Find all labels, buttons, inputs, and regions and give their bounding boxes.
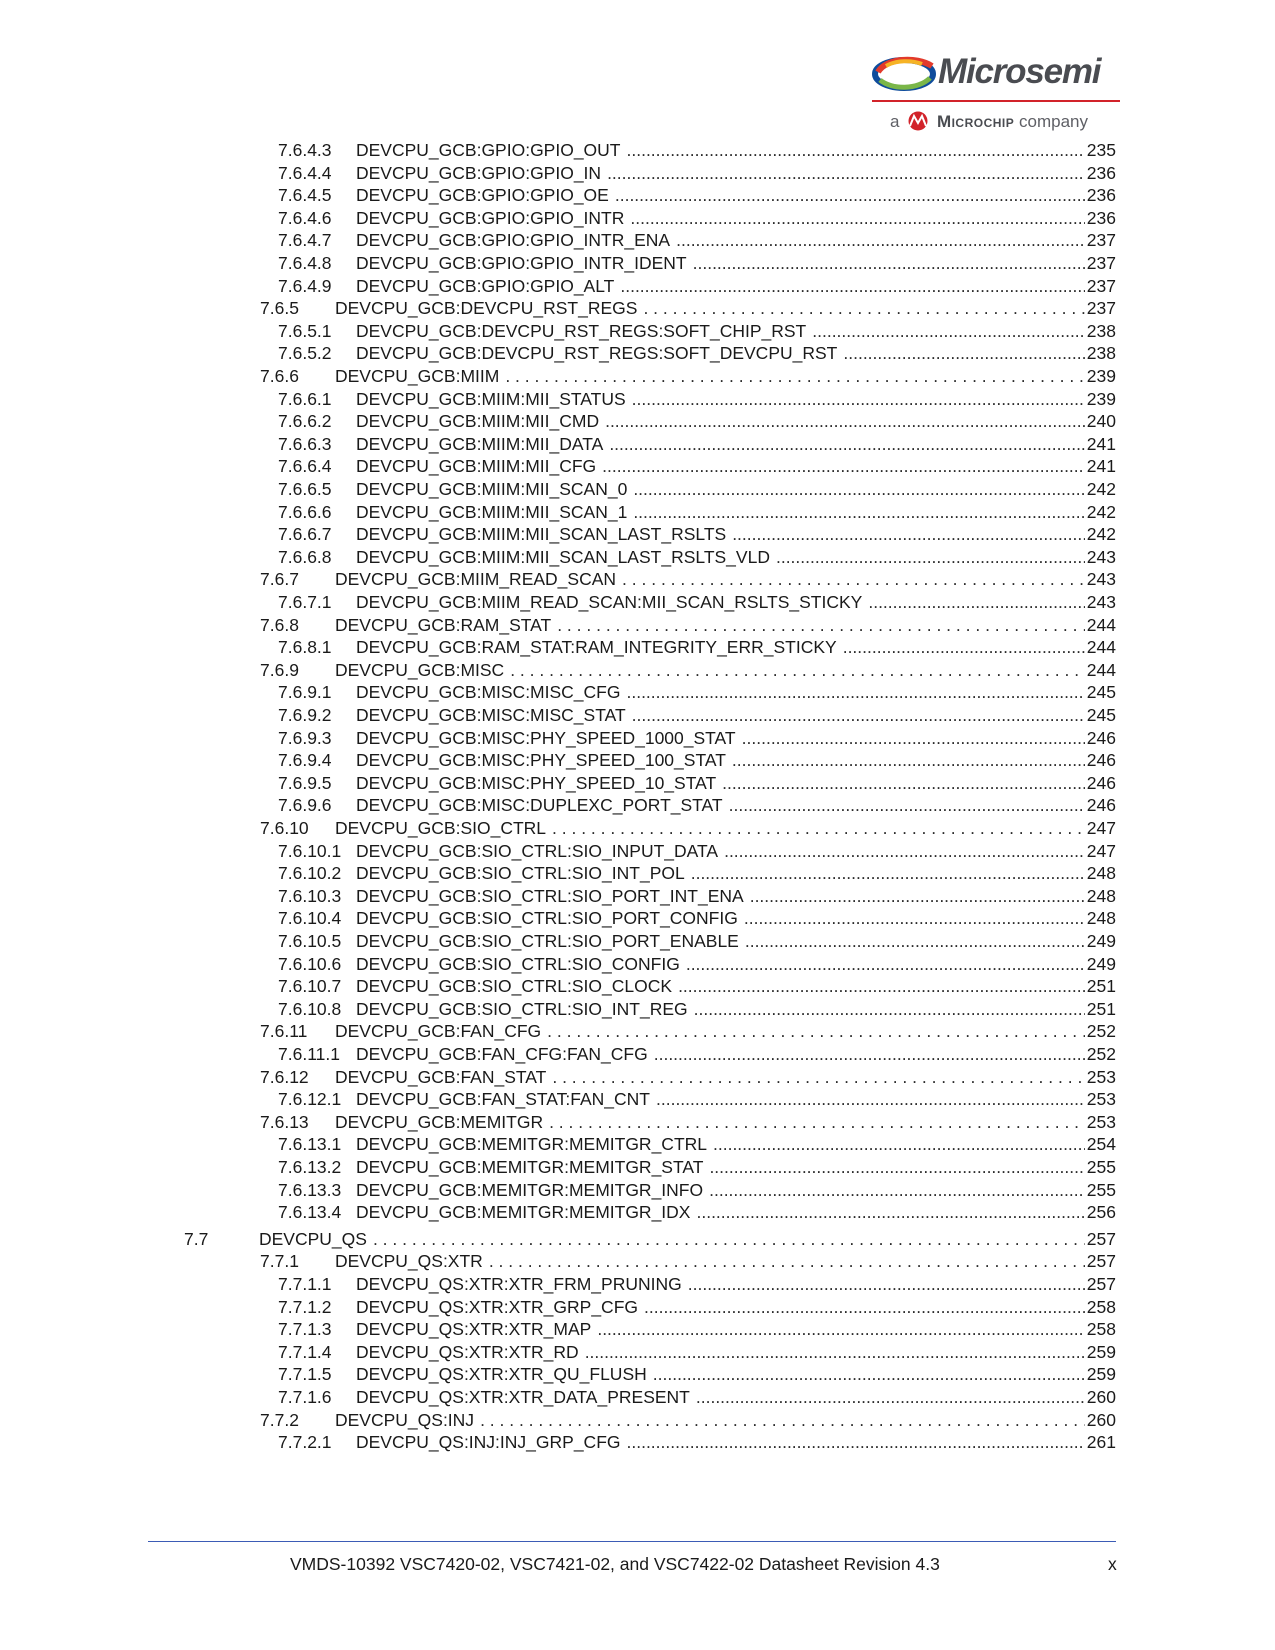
toc-entry-page: 236 [1086, 185, 1116, 206]
toc-entry-title: DEVCPU_GCB:SIO_CTRL:SIO_INT_REG [356, 998, 688, 1019]
toc-entry-number: 7.6.9 [260, 659, 299, 680]
toc-entry-page: 251 [1086, 998, 1116, 1019]
toc-entry-page: 243 [1086, 592, 1116, 612]
toc-entry-page: 238 [1086, 320, 1116, 341]
toc-dot-leader [630, 207, 1084, 229]
toc-entry-title: DEVCPU_GCB:SIO_CTRL:SIO_PORT_ENABLE [356, 931, 739, 951]
toc-dot-leader [843, 636, 1085, 658]
toc-entry-page: 239 [1086, 366, 1116, 386]
toc-entry[interactable] [278, 704, 1116, 726]
toc-entry-number: 7.6.10.3 [278, 885, 342, 906]
tagline-brand: Microchip [936, 112, 1015, 131]
toc-entry[interactable] [278, 184, 1116, 206]
toc-entry[interactable] [260, 614, 1116, 636]
toc-dot-leader [678, 975, 1085, 997]
toc-dot-leader [724, 840, 1085, 862]
toc-entry-number: 7.7.1.6 [278, 1387, 332, 1407]
toc-entry-number: 7.6.13.3 [278, 1179, 342, 1200]
toc-entry[interactable] [278, 1156, 1116, 1178]
toc-entry[interactable] [260, 1111, 1116, 1133]
toc-dot-leader [632, 388, 1085, 410]
toc-entry-title: DEVCPU_GCB:MISC:MISC_STAT [356, 705, 626, 725]
toc-entry-number: 7.6.4.6 [278, 207, 332, 228]
tagline-suffix: company [1019, 112, 1088, 131]
toc-entry[interactable] [278, 1431, 1116, 1453]
toc-dot-leader [633, 501, 1084, 523]
toc-entry[interactable] [278, 681, 1116, 703]
toc-entry-title: DEVCPU_GCB:MIIM:MII_CFG [356, 456, 597, 477]
toc-entry-number: 7.6.13.2 [278, 1157, 342, 1177]
toc-entry-page: 255 [1086, 1179, 1116, 1200]
toc-entry-title: DEVCPU_GCB:MEMITGR:MEMITGR_INFO [356, 1179, 704, 1200]
footer-document-title: VMDS-10392 VSC7420-02, VSC7421-02, and VSC7422-02 Datasheet Revision 4.3 [290, 1554, 940, 1574]
toc-dot-leader [626, 681, 1084, 703]
toc-entry[interactable] [260, 297, 1116, 319]
toc-entry-number: 7.6.6.1 [278, 388, 332, 409]
toc-entry-number: 7.6.12 [260, 1066, 309, 1087]
toc-entry-page: 237 [1086, 230, 1116, 251]
toc-entry-page: 253 [1086, 1066, 1116, 1087]
toc-dot-leader [653, 1363, 1085, 1385]
toc-entry-number: 7.6.10.5 [278, 931, 342, 951]
toc-entry-number: 7.6.10.2 [278, 863, 342, 884]
toc-entry-title: DEVCPU_GCB:MEMITGR:MEMITGR_IDX [356, 1202, 691, 1223]
toc-entry[interactable] [260, 1066, 1116, 1088]
toc-entry-title: DEVCPU_QS:XTR:XTR_FRM_PRUNING [356, 1274, 682, 1294]
toc-entry-page: 258 [1086, 1296, 1116, 1317]
toc-entry-number: 7.6.4.3 [278, 140, 332, 160]
toc-entry-number: 7.6.12.1 [278, 1089, 342, 1110]
toc-entry-page: 253 [1086, 1089, 1116, 1110]
toc-entry-title: DEVCPU_QS [259, 1228, 367, 1249]
toc-entry-page: 259 [1086, 1341, 1116, 1362]
toc-entry-title: DEVCPU_GCB:SIO_CTRL:SIO_CONFIG [356, 953, 680, 974]
toc-entry-title: DEVCPU_GCB:FAN_STAT [335, 1066, 547, 1087]
toc-dot-leader [632, 704, 1085, 726]
toc-dot-leader [627, 139, 1085, 161]
toc-entry[interactable] [260, 659, 1116, 681]
toc-entry[interactable] [278, 749, 1116, 771]
toc-entry-page: 242 [1086, 501, 1116, 522]
toc-dot-leader [656, 1088, 1085, 1110]
toc-entry-title: DEVCPU_QS:XTR:XTR_QU_FLUSH [356, 1364, 647, 1385]
toc-entry-number: 7.6.13.1 [278, 1134, 342, 1155]
toc-entry-page: 246 [1086, 750, 1116, 771]
toc-entry-page: 248 [1086, 863, 1116, 884]
toc-entry-page: 256 [1086, 1202, 1116, 1223]
toc-entry-title: DEVCPU_GCB:GPIO:GPIO_ALT [356, 275, 615, 296]
toc-dot-leader [633, 478, 1084, 500]
toc-entry-page: 246 [1086, 795, 1116, 816]
toc-entry-title: DEVCPU_QS:XTR [335, 1251, 483, 1272]
toc-dot-leader [691, 862, 1085, 884]
footer-rule [148, 1541, 1116, 1542]
toc-entry-number: 7.6.10.7 [278, 976, 342, 997]
toc-entry-title: DEVCPU_GCB:FAN_STAT:FAN_CNT [356, 1089, 650, 1110]
toc-entry-title: DEVCPU_GCB:MIIM:MII_STATUS [356, 388, 626, 409]
toc-entry-page: 248 [1086, 908, 1116, 929]
toc-entry-number: 7.6.9.4 [278, 750, 332, 771]
toc-entry[interactable] [278, 998, 1116, 1020]
toc-entry-page: 240 [1086, 411, 1116, 432]
toc-entry-title: DEVCPU_GCB:SIO_CTRL:SIO_PORT_INT_ENA [356, 885, 744, 906]
toc-entry[interactable] [278, 885, 1116, 907]
toc-entry[interactable] [278, 162, 1116, 184]
toc-entry[interactable] [278, 546, 1116, 568]
toc-dot-leader [557, 614, 1085, 636]
toc-dot-leader [676, 229, 1085, 251]
toc-entry-page: 258 [1086, 1319, 1116, 1340]
toc-entry-number: 7.6.6.7 [278, 524, 332, 545]
toc-entry-page: 257 [1086, 1228, 1116, 1249]
footer-page-number: x [1108, 1554, 1117, 1574]
toc-entry[interactable] [278, 320, 1116, 342]
toc-entry-page: 255 [1086, 1157, 1116, 1177]
toc-dot-leader [686, 953, 1085, 975]
toc-entry-number: 7.6.10.6 [278, 953, 342, 974]
toc-entry-page: 249 [1086, 953, 1116, 974]
toc-entry[interactable] [278, 433, 1116, 455]
toc-dot-leader [868, 591, 1084, 613]
toc-entry-page: 248 [1086, 885, 1116, 906]
toc-entry-title: DEVCPU_GCB:MIIM [335, 366, 500, 386]
toc-entry-title: DEVCPU_GCB:SIO_CTRL:SIO_PORT_CONFIG [356, 908, 738, 929]
toc-entry-page: 239 [1086, 388, 1116, 409]
toc-entry-number: 7.6.5.2 [278, 343, 332, 364]
toc-entry-number: 7.6.10.4 [278, 908, 342, 929]
toc-entry-number: 7.6.4.4 [278, 162, 332, 183]
toc-entry-title: DEVCPU_GCB:GPIO:GPIO_INTR [356, 207, 625, 228]
toc-dot-leader [729, 794, 1085, 816]
toc-entry-number: 7.6.9.5 [278, 772, 332, 793]
toc-dot-leader [615, 184, 1085, 206]
toc-entry-title: DEVCPU_GCB:MIIM:MII_SCAN_LAST_RSLTS [356, 524, 727, 545]
toc-dot-leader [627, 1431, 1085, 1453]
company-name: Microsemi [938, 52, 1101, 91]
toc-entry[interactable] [278, 975, 1116, 997]
toc-entry-number: 7.6.11.1 [278, 1044, 340, 1064]
toc-entry-title: DEVCPU_GCB:SIO_CTRL:SIO_CLOCK [356, 976, 673, 997]
toc-entry-number: 7.7.1.3 [278, 1319, 332, 1340]
toc-dot-leader [745, 930, 1085, 952]
toc-entry-page: 242 [1086, 524, 1116, 545]
toc-entry-number: 7.6.10 [260, 818, 309, 838]
toc-dot-leader [644, 1296, 1085, 1318]
toc-dot-leader [722, 772, 1085, 794]
toc-entry[interactable] [260, 817, 1116, 839]
toc-entry[interactable] [278, 1043, 1116, 1065]
toc-entry-page: 244 [1086, 659, 1116, 680]
toc-entry-title: DEVCPU_QS:XTR:XTR_GRP_CFG [356, 1296, 638, 1317]
toc-entry-number: 7.6.4.9 [278, 275, 332, 296]
toc-entry[interactable] [278, 229, 1116, 251]
toc-dot-leader [505, 365, 1084, 387]
toc-entry[interactable] [278, 523, 1116, 545]
toc-entry-title: DEVCPU_GCB:MISC [335, 659, 505, 680]
toc-entry[interactable] [278, 410, 1116, 432]
toc-entry-page: 243 [1086, 546, 1116, 567]
toc-entry[interactable] [278, 252, 1116, 274]
toc-entry[interactable] [260, 1250, 1116, 1272]
toc-entry-page: 236 [1086, 207, 1116, 228]
toc-dot-leader [552, 817, 1085, 839]
toc-dot-leader [843, 342, 1084, 364]
toc-entry-title: DEVCPU_GCB:MISC:MISC_CFG [356, 682, 621, 703]
toc-entry-number: 7.7.1.4 [278, 1341, 332, 1362]
toc-entry-title: DEVCPU_GCB:MIIM:MII_SCAN_1 [356, 501, 628, 522]
toc-entry[interactable] [184, 1228, 1116, 1250]
toc-dot-leader [693, 252, 1085, 274]
toc-entry-title: DEVCPU_GCB:MIIM:MII_DATA [356, 433, 604, 454]
toc-entry-page: 241 [1086, 456, 1116, 477]
toc-entry-title: DEVCPU_GCB:SIO_CTRL:SIO_INPUT_DATA [356, 840, 719, 861]
toc-entry-number: 7.7.2.1 [278, 1432, 332, 1453]
toc-entry[interactable] [278, 907, 1116, 929]
toc-entry-number: 7.6.13 [260, 1111, 309, 1132]
toc-entry-title: DEVCPU_GCB:RAM_STAT:RAM_INTEGRITY_ERR_STICKY [356, 637, 837, 658]
toc-entry[interactable] [278, 772, 1116, 794]
toc-entry-number: 7.6.6.8 [278, 546, 332, 567]
toc-entry-page: 252 [1086, 1044, 1116, 1064]
toc-entry[interactable] [278, 1088, 1116, 1110]
toc-entry-title: DEVCPU_GCB:MIIM_READ_SCAN:MII_SCAN_RSLTS_STICKY [356, 592, 863, 612]
toc-entry-page: 242 [1086, 479, 1116, 499]
toc-entry-title: DEVCPU_GCB:MEMITGR [335, 1111, 544, 1132]
toc-entry-title: DEVCPU_QS:XTR:XTR_MAP [356, 1319, 592, 1340]
toc-entry-title: DEVCPU_GCB:SIO_CTRL [335, 818, 547, 838]
toc-entry-page: 254 [1086, 1134, 1116, 1155]
toc-dot-leader [552, 1066, 1084, 1088]
toc-entry-number: 7.6.4.5 [278, 185, 332, 206]
toc-entry-number: 7.7.2 [260, 1409, 299, 1430]
toc-entry[interactable] [278, 636, 1116, 658]
toc-dot-leader [744, 907, 1085, 929]
toc-dot-leader [620, 275, 1084, 297]
toc-entry-page: 252 [1086, 1021, 1116, 1042]
toc-entry-page: 257 [1086, 1251, 1116, 1272]
toc-dot-leader [605, 410, 1085, 432]
toc-entry-page: 249 [1086, 931, 1116, 951]
toc-entry-number: 7.6.5.1 [278, 320, 332, 341]
toc-entry-number: 7.6.4.7 [278, 230, 332, 251]
toc-entry[interactable] [278, 501, 1116, 523]
toc-dot-leader [654, 1043, 1085, 1065]
toc-dot-leader [713, 1133, 1085, 1155]
toc-entry-page: 257 [1086, 1274, 1116, 1294]
toc-entry-page: 237 [1086, 253, 1116, 273]
tagline-prefix: a [890, 112, 900, 131]
toc-entry-page: 260 [1086, 1409, 1116, 1430]
toc-dot-leader [597, 1318, 1084, 1340]
toc-entry-number: 7.6.9.2 [278, 705, 332, 725]
toc-dot-leader [732, 523, 1085, 545]
toc-dot-leader [694, 998, 1085, 1020]
toc-entry-number: 7.6.5 [260, 298, 299, 319]
toc-entry[interactable] [278, 478, 1116, 500]
toc-entry-number: 7.7.1.1 [278, 1274, 332, 1294]
toc-dot-leader [607, 162, 1085, 184]
toc-entry[interactable] [260, 1020, 1116, 1042]
toc-dot-leader [643, 297, 1084, 319]
toc-entry[interactable] [278, 1296, 1116, 1318]
toc-entry[interactable] [278, 862, 1116, 884]
toc-entry[interactable] [278, 388, 1116, 410]
toc-entry-number: 7.7.1.5 [278, 1364, 332, 1385]
toc-dot-leader [812, 320, 1085, 342]
toc-dot-leader [510, 659, 1085, 681]
toc-dot-leader [585, 1341, 1085, 1363]
toc-dot-leader [732, 749, 1085, 771]
toc-entry-title: DEVCPU_GCB:MISC:PHY_SPEED_100_STAT [356, 750, 726, 771]
toc-entry[interactable] [278, 953, 1116, 975]
toc-entry-title: DEVCPU_GCB:MISC:PHY_SPEED_10_STAT [356, 772, 717, 793]
toc-entry-title: DEVCPU_GCB:SIO_CTRL:SIO_INT_POL [356, 863, 685, 884]
toc-dot-leader [489, 1250, 1085, 1272]
toc-entry-number: 7.6.6.3 [278, 433, 332, 454]
toc-entry-number: 7.6.4.8 [278, 253, 332, 273]
toc-entry-page: 246 [1086, 727, 1116, 748]
toc-dot-leader [696, 1201, 1084, 1223]
toc-entry-title: DEVCPU_GCB:MEMITGR:MEMITGR_CTRL [356, 1134, 707, 1155]
toc-dot-leader [602, 455, 1085, 477]
toc-entry-title: DEVCPU_GCB:FAN_CFG:FAN_CFG [356, 1044, 648, 1064]
toc-entry-number: 7.6.7.1 [278, 592, 332, 612]
toc-dot-leader [547, 1020, 1085, 1042]
toc-entry-page: 246 [1086, 772, 1116, 793]
toc-entry-page: 253 [1086, 1111, 1116, 1132]
toc-dot-leader [609, 433, 1084, 455]
toc-entry[interactable] [278, 930, 1116, 952]
toc-entry[interactable] [278, 1386, 1116, 1408]
toc-entry-title: DEVCPU_QS:XTR:XTR_DATA_PRESENT [356, 1387, 690, 1407]
toc-entry-title: DEVCPU_GCB:FAN_CFG [335, 1021, 542, 1042]
toc-entry-number: 7.6.8 [260, 614, 299, 635]
toc-entry-title: DEVCPU_GCB:GPIO:GPIO_OUT [356, 140, 621, 160]
toc-entry-page: 247 [1086, 818, 1116, 838]
toc-entry[interactable] [278, 727, 1116, 749]
toc-entry-number: 7.6.7 [260, 569, 299, 590]
toc-dot-leader [776, 546, 1085, 568]
toc-entry-number: 7.6.9.3 [278, 727, 332, 748]
toc-entry-title: DEVCPU_GCB:MISC:PHY_SPEED_1000_STAT [356, 727, 736, 748]
toc-entry-page: 236 [1086, 162, 1116, 183]
toc-entry[interactable] [260, 568, 1116, 590]
toc-entry-title: DEVCPU_GCB:GPIO:GPIO_INTR_ENA [356, 230, 671, 251]
toc-entry[interactable] [278, 207, 1116, 229]
toc-dot-leader [688, 1273, 1085, 1295]
toc-entry-page: 238 [1086, 343, 1116, 364]
toc-entry-title: DEVCPU_QS:INJ:INJ_GRP_CFG [356, 1432, 621, 1453]
toc-entry-title: DEVCPU_GCB:MIIM:MII_SCAN_0 [356, 479, 628, 499]
toc-entry-page: 259 [1086, 1364, 1116, 1385]
toc-entry-number: 7.7.1.2 [278, 1296, 332, 1317]
toc-entry[interactable] [278, 794, 1116, 816]
toc-entry[interactable] [260, 1409, 1116, 1431]
toc-entry[interactable] [278, 455, 1116, 477]
toc-entry-number: 7.7.1 [260, 1251, 299, 1272]
toc-entry-number: 7.6.6.4 [278, 456, 332, 477]
toc-entry[interactable] [278, 1133, 1116, 1155]
toc-entry-number: 7.7 [184, 1228, 209, 1249]
toc-entry-title: DEVCPU_GCB:MEMITGR:MEMITGR_STAT [356, 1157, 704, 1177]
toc-entry-title: DEVCPU_QS:XTR:XTR_RD [356, 1341, 579, 1362]
toc-entry-title: DEVCPU_GCB:RAM_STAT [335, 614, 552, 635]
toc-entry-page: 251 [1086, 976, 1116, 997]
toc-entry[interactable] [278, 1341, 1116, 1363]
toc-entry-title: DEVCPU_GCB:DEVCPU_RST_REGS:SOFT_CHIP_RST [356, 320, 807, 341]
toc-dot-leader [709, 1156, 1084, 1178]
toc-entry-number: 7.6.6.2 [278, 411, 332, 432]
toc-entry-page: 235 [1086, 140, 1116, 160]
toc-entry-number: 7.6.10.1 [278, 840, 342, 861]
toc-entry[interactable] [278, 840, 1116, 862]
toc-entry-page: 245 [1086, 682, 1116, 703]
toc-entry-page: 245 [1086, 705, 1116, 725]
toc-entry[interactable] [278, 1363, 1116, 1385]
toc-entry-title: DEVCPU_GCB:MIIM:MII_SCAN_LAST_RSLTS_VLD [356, 546, 770, 567]
toc-entry-title: DEVCPU_GCB:MIIM_READ_SCAN [335, 569, 617, 590]
toc-entry-title: DEVCPU_GCB:MIIM:MII_CMD [356, 411, 600, 432]
toc-entry[interactable] [278, 591, 1116, 613]
toc-dot-leader [622, 568, 1085, 590]
toc-entry-number: 7.6.6 [260, 366, 299, 386]
toc-entry-title: DEVCPU_GCB:MISC:DUPLEXC_PORT_STAT [356, 795, 723, 816]
toc-entry-page: 260 [1086, 1387, 1116, 1407]
toc-entry-number: 7.6.6.6 [278, 501, 332, 522]
toc-dot-leader [750, 885, 1085, 907]
toc-entry[interactable] [278, 275, 1116, 297]
toc-entry-page: 261 [1086, 1432, 1116, 1453]
toc-entry-page: 241 [1086, 433, 1116, 454]
toc-entry-number: 7.6.9.6 [278, 795, 332, 816]
toc-dot-leader [696, 1386, 1085, 1408]
toc-entry-page: 237 [1086, 298, 1116, 319]
toc-dot-leader [480, 1409, 1085, 1431]
toc-entry-number: 7.6.9.1 [278, 682, 332, 703]
toc-dot-leader [709, 1179, 1085, 1201]
toc-entry[interactable] [278, 1273, 1116, 1295]
toc-entry-title: DEVCPU_GCB:DEVCPU_RST_REGS:SOFT_DEVCPU_RST [356, 343, 838, 364]
toc-dot-leader [742, 727, 1085, 749]
toc-entry[interactable] [278, 342, 1116, 364]
toc-entry[interactable] [278, 1201, 1116, 1223]
toc-entry-number: 7.6.8.1 [278, 637, 332, 658]
toc-entry-number: 7.6.6.5 [278, 479, 332, 499]
toc-dot-leader [373, 1228, 1085, 1250]
toc-entry-title: DEVCPU_GCB:GPIO:GPIO_INTR_IDENT [356, 253, 687, 273]
toc-entry[interactable] [260, 365, 1116, 387]
toc-entry-page: 244 [1086, 637, 1116, 658]
toc-entry-page: 247 [1086, 840, 1116, 861]
toc-entry-page: 237 [1086, 275, 1116, 296]
toc-entry-title: DEVCPU_GCB:GPIO:GPIO_OE [356, 185, 609, 206]
toc-entry-title: DEVCPU_QS:INJ [335, 1409, 475, 1430]
toc-entry-page: 244 [1086, 614, 1116, 635]
toc-entry[interactable] [278, 1179, 1116, 1201]
toc-entry-number: 7.6.13.4 [278, 1202, 342, 1223]
toc-entry-number: 7.6.10.8 [278, 998, 342, 1019]
toc-entry[interactable] [278, 139, 1116, 161]
toc-entry-title: DEVCPU_GCB:GPIO:GPIO_IN [356, 162, 602, 183]
toc-entry-title: DEVCPU_GCB:DEVCPU_RST_REGS [335, 298, 638, 319]
toc-dot-leader [549, 1111, 1085, 1133]
toc-entry[interactable] [278, 1318, 1116, 1340]
toc-entry-number: 7.6.11 [260, 1021, 308, 1042]
toc-entry-page: 243 [1086, 569, 1116, 590]
